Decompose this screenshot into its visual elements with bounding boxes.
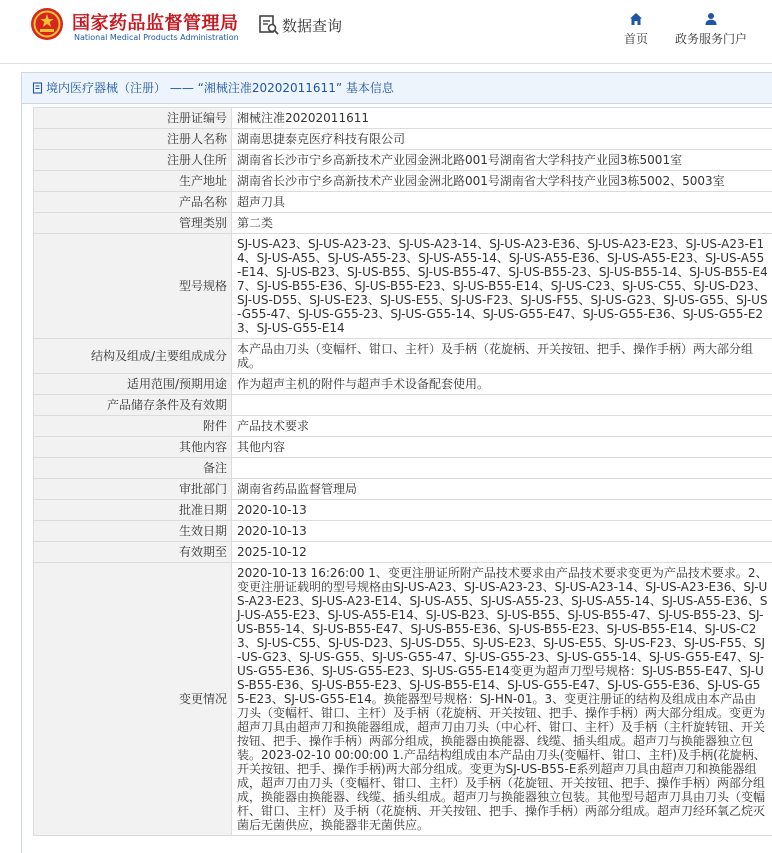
field-label: 生产地址 — [34, 171, 232, 192]
field-value: 超声刀具 — [232, 192, 772, 213]
table-row — [34, 500, 772, 521]
field-value: 2020-10-13 16:26:00 1、变更注册证所附产品技术要求由产品技术要求变更为产品技术要求。2、变更注册证载明的型号规格由SJ-US-A23、SJ-US-A23-23、SJ-US-A23-14、SJ-US-A23-E36、SJ-US-A23-E23、SJ-US-A23-E14、SJ-US-A55、SJ-US-A55-23、SJ-US-A55-14、SJ-US-A55-E36、SJ-US-A55-E23、SJ-US-A55-E14、SJ-US-B23、SJ-US-B55、SJ-US-B55-47、SJ-US-B55-23、SJ-US-B55-14、SJ-US-B55-E47、SJ-US-B55-E36、SJ-US-B55-E23、SJ-US-B55-E14、SJ-US-C23、SJ-US-C55、SJ-US-D23、SJ-US-D55、SJ-US-E23、SJ-US-E55、SJ-US-F23、SJ-US-F55、SJ-US-G23、SJ-US-G55、SJ-US-G55-47、SJ-US-G55-23、SJ-US-G55-14、SJ-US-G55-E47、SJ-US-G55-E36、SJ-US-G55-E23、SJ-US-G55-E14变更为超声刀型号规格：SJ-US-B55-E47、SJ-US-B55-E36、SJ-US-B55-E23、SJ-US-B55-E14、SJ-US-G55-E47、SJ-US-G55-E36、SJ-US-G55-E23、SJ-US-G55-E14。换能器型号规格：SJ-HN-01。3、变更注册证的结构及组成由本产品由刀头（变幅杆、钳口、主杆）及手柄（花旋柄、开关按钮、把手、操作手柄）两大部分组成。变更为超声刀具由超声刀和换能器组成，超声刀由刀头（中心杆、钳口、主杆）及手柄（主杆旋转钮、开关按钮、把手、操作手柄）两部分组成，换能器由换能器、线缆、插头组成。超声刀与换能器独立包装。2023-02-10 00:00:00 1.产品结构组成由本产品由刀头(变幅杆、钳口、主杆)及手柄(花旋柄、开关按钮、把手、操作手柄)两大部分组成。变更为SJ-US-B55-E系列超声刀具由超声刀和换能器组成，超声刀由刀头（变幅杆、钳口、主杆）及手柄（花旋钮、开关按钮、把手、操作手柄）两部分组成，换能器由换能器、线缆、插头组成。超声刀与换能器独立包装。其他型号超声刀具由刀头（变幅杆、钳口、主杆）及手柄（花旋柄、开关按钮、把手、操作手柄）两部分组成。超声刀经环氧乙烷灭菌后无菌供应，换能器非无菌供应。 — [232, 563, 772, 836]
header-divider — [0, 63, 772, 64]
field-label: 注册人住所 — [34, 150, 232, 171]
table-row — [34, 374, 772, 395]
field-value: 湖南思捷泰克医疗科技有限公司 — [232, 129, 772, 150]
table-row — [34, 150, 772, 171]
field-label: 备注 — [34, 458, 232, 479]
field-value: 湘械注准20202011611 — [232, 108, 772, 129]
logo-title[interactable]: 国家药品监督管理局 — [72, 9, 239, 35]
data-query-link[interactable] — [258, 14, 342, 36]
detail-table — [33, 107, 772, 836]
nav-gov-label: 政务服务门户 — [675, 32, 747, 46]
table-row — [34, 458, 772, 479]
field-label: 变更情况 — [34, 563, 232, 836]
field-value: 作为超声主机的附件与超声手术设备配套使用。 — [232, 374, 772, 395]
field-label: 型号规格 — [34, 234, 232, 339]
table-row — [34, 129, 772, 150]
logo-subtitle: National Medical Products Administration — [74, 33, 239, 42]
field-label: 注册人名称 — [34, 129, 232, 150]
field-value: 湖南省长沙市宁乡高新技术产业园金洲北路001号湖南省大学科技产业园3栋5002、5003室 — [232, 171, 772, 192]
site-header — [0, 0, 772, 62]
detail-panel — [21, 72, 772, 853]
field-label: 产品名称 — [34, 192, 232, 213]
field-label: 管理类别 — [34, 213, 232, 234]
table-row — [34, 479, 772, 500]
field-label: 生效日期 — [34, 521, 232, 542]
field-value: SJ-US-A23、SJ-US-A23-23、SJ-US-A23-14、SJ-US-A23-E36、SJ-US-A23-E23、SJ-US-A23-E14、SJ-US-A55、SJ-US-A55-23、SJ-US-A55-14、SJ-US-A55-E36、SJ-US-A55-E23、SJ-US-A55-E14、SJ-US-B23、SJ-US-B55、SJ-US-B55-47、SJ-US-B55-23、SJ-US-B55-14、SJ-US-B55-E47、SJ-US-B55-E36、SJ-US-B55-E23、SJ-US-B55-E14、SJ-US-C23、SJ-US-C55、SJ-US-D23、SJ-US-D55、SJ-US-E23、SJ-US-E55、SJ-US-F23、SJ-US-F55、SJ-US-G23、SJ-US-G55、SJ-US-G55-47、SJ-US-G55-23、SJ-US-G55-14、SJ-US-G55-E47、SJ-US-G55-E36、SJ-US-G55-E23、SJ-US-G55-E14 — [232, 234, 772, 339]
field-label: 有效期至 — [34, 542, 232, 563]
field-label: 结构及组成/主要组成成分 — [34, 339, 232, 374]
field-label: 适用范围/预期用途 — [34, 374, 232, 395]
field-value: 2020-10-13 — [232, 500, 772, 521]
table-row — [34, 437, 772, 458]
national-emblem-icon — [30, 7, 64, 41]
field-value — [232, 395, 772, 416]
field-label: 批准日期 — [34, 500, 232, 521]
nav-gov-service[interactable] — [672, 12, 750, 47]
table-row — [34, 521, 772, 542]
field-value: 本产品由刀头（变幅杆、钳口、主杆）及手柄（花旋柄、开关按钮、把手、操作手柄）两大部分组成。 — [232, 339, 772, 374]
field-label: 附件 — [34, 416, 232, 437]
panel-title: 境内医疗器械（注册） —— “湘械注准20202011611” 基本信息 — [46, 73, 394, 103]
field-value: 2025-10-12 — [232, 542, 772, 563]
table-row — [34, 339, 772, 374]
table-row — [34, 213, 772, 234]
field-value: 第二类 — [232, 213, 772, 234]
nav-home[interactable] — [620, 12, 652, 47]
field-value: 湖南省长沙市宁乡高新技术产业园金洲北路001号湖南省大学科技产业园3栋5001室 — [232, 150, 772, 171]
nav-home-label: 首页 — [624, 32, 648, 46]
table-row — [34, 542, 772, 563]
home-icon — [629, 12, 643, 26]
table-row — [34, 171, 772, 192]
data-query-label: 数据查询 — [282, 15, 342, 36]
field-value — [232, 458, 772, 479]
table-row — [34, 234, 772, 339]
field-label: 其他内容 — [34, 437, 232, 458]
field-value: 湖南省药品监督管理局 — [232, 479, 772, 500]
table-row — [34, 395, 772, 416]
field-value: 产品技术要求 — [232, 416, 772, 437]
table-row — [34, 192, 772, 213]
table-row — [34, 108, 772, 129]
data-query-icon — [258, 14, 280, 36]
panel-title-bar — [22, 73, 772, 104]
field-value: 2020-10-13 — [232, 521, 772, 542]
field-label: 审批部门 — [34, 479, 232, 500]
table-row — [34, 563, 772, 836]
user-icon — [704, 12, 718, 26]
field-value: 其他内容 — [232, 437, 772, 458]
document-icon — [32, 82, 44, 94]
field-label: 注册证编号 — [34, 108, 232, 129]
table-row — [34, 416, 772, 437]
field-label: 产品储存条件及有效期 — [34, 395, 232, 416]
